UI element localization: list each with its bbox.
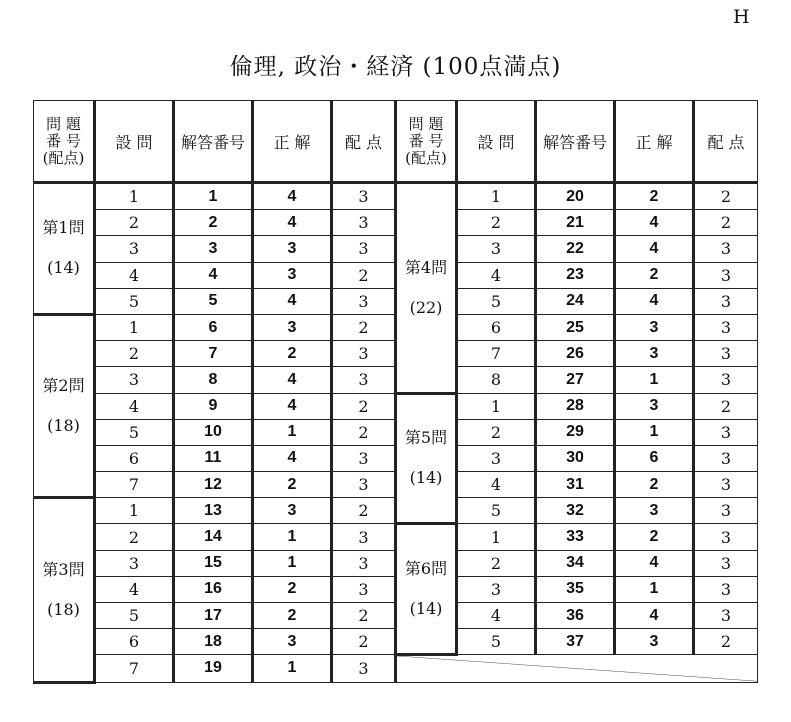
answer-number: 27 bbox=[536, 367, 615, 393]
correct-answer: 3 bbox=[253, 236, 332, 262]
header-mondai bbox=[396, 101, 457, 183]
correct-answer: 2 bbox=[253, 341, 332, 367]
answer-number: 1 bbox=[174, 183, 253, 210]
question-number: 第4問 bbox=[404, 257, 448, 277]
correct-answer: 6 bbox=[615, 445, 694, 471]
answer-number: 21 bbox=[536, 210, 615, 236]
sub-question: 3 bbox=[457, 236, 536, 262]
sub-question: 6 bbox=[95, 445, 174, 471]
points: 3 bbox=[694, 314, 758, 340]
question-label-cell bbox=[34, 183, 95, 315]
sub-question: 5 bbox=[95, 288, 174, 314]
table-row bbox=[34, 524, 758, 550]
sub-question: 7 bbox=[457, 341, 536, 367]
question-points: (14) bbox=[47, 258, 80, 278]
header-mondai-line2: 番 号 bbox=[408, 131, 444, 150]
question-number: 第2問 bbox=[42, 376, 85, 396]
correct-answer: 4 bbox=[253, 367, 332, 393]
correct-answer: 4 bbox=[253, 210, 332, 236]
header-haiten: 配 点 bbox=[694, 101, 758, 183]
points: 3 bbox=[332, 445, 396, 471]
header-row bbox=[34, 101, 758, 183]
correct-answer: 1 bbox=[253, 550, 332, 576]
answer-number: 34 bbox=[536, 550, 615, 576]
question-label-cell bbox=[34, 498, 95, 682]
answer-number: 33 bbox=[536, 524, 615, 550]
answer-number: 28 bbox=[536, 393, 615, 419]
sub-question: 1 bbox=[95, 498, 174, 524]
answer-number: 2 bbox=[174, 210, 253, 236]
sub-question: 7 bbox=[95, 655, 174, 682]
sub-question: 7 bbox=[95, 472, 174, 498]
question-number: 第6問 bbox=[404, 559, 448, 579]
correct-answer: 3 bbox=[615, 341, 694, 367]
correct-answer: 4 bbox=[615, 550, 694, 576]
answer-number: 31 bbox=[536, 472, 615, 498]
sub-question: 3 bbox=[95, 550, 174, 576]
correct-answer: 4 bbox=[253, 445, 332, 471]
answer-number: 17 bbox=[174, 603, 253, 629]
correct-answer: 3 bbox=[253, 314, 332, 340]
sub-question: 4 bbox=[95, 393, 174, 419]
version-mark: H bbox=[733, 6, 750, 28]
correct-answer: 1 bbox=[253, 524, 332, 550]
correct-answer: 2 bbox=[615, 524, 694, 550]
points: 2 bbox=[332, 603, 396, 629]
points: 3 bbox=[694, 262, 758, 288]
answer-number: 18 bbox=[174, 629, 253, 655]
sub-question: 6 bbox=[95, 629, 174, 655]
points: 3 bbox=[694, 341, 758, 367]
question-label-cell bbox=[396, 393, 457, 524]
points: 3 bbox=[694, 419, 758, 445]
sub-question: 2 bbox=[457, 550, 536, 576]
points: 3 bbox=[694, 445, 758, 471]
points: 3 bbox=[332, 472, 396, 498]
correct-answer: 4 bbox=[253, 288, 332, 314]
answer-number: 36 bbox=[536, 603, 615, 629]
points: 3 bbox=[332, 576, 396, 602]
sub-question: 1 bbox=[457, 393, 536, 419]
correct-answer: 3 bbox=[253, 262, 332, 288]
sub-question: 5 bbox=[457, 629, 536, 655]
points: 3 bbox=[694, 288, 758, 314]
points: 3 bbox=[694, 367, 758, 393]
answer-number: 13 bbox=[174, 498, 253, 524]
question-number: 第5問 bbox=[404, 428, 448, 448]
points: 3 bbox=[332, 367, 396, 393]
correct-answer: 1 bbox=[615, 419, 694, 445]
sub-question: 3 bbox=[457, 445, 536, 471]
points: 2 bbox=[694, 393, 758, 419]
sub-question: 1 bbox=[457, 524, 536, 550]
correct-answer: 4 bbox=[253, 183, 332, 210]
answer-number: 25 bbox=[536, 314, 615, 340]
answer-number: 12 bbox=[174, 472, 253, 498]
points: 2 bbox=[332, 262, 396, 288]
answer-number: 10 bbox=[174, 419, 253, 445]
header-mondai bbox=[34, 101, 95, 183]
answer-number: 24 bbox=[536, 288, 615, 314]
correct-answer: 1 bbox=[615, 367, 694, 393]
answer-number: 6 bbox=[174, 314, 253, 340]
correct-answer: 3 bbox=[615, 629, 694, 655]
answer-number: 7 bbox=[174, 341, 253, 367]
answer-number: 3 bbox=[174, 236, 253, 262]
sub-question: 3 bbox=[95, 367, 174, 393]
sub-question: 1 bbox=[95, 314, 174, 340]
sub-question: 3 bbox=[457, 576, 536, 602]
sub-question: 1 bbox=[457, 183, 536, 210]
sub-question: 2 bbox=[457, 210, 536, 236]
question-number: 第1問 bbox=[42, 218, 85, 238]
points: 3 bbox=[332, 288, 396, 314]
points: 3 bbox=[332, 550, 396, 576]
sub-question: 5 bbox=[457, 288, 536, 314]
answer-number: 8 bbox=[174, 367, 253, 393]
points: 3 bbox=[332, 236, 396, 262]
correct-answer: 1 bbox=[615, 576, 694, 602]
answer-number: 37 bbox=[536, 629, 615, 655]
correct-answer: 1 bbox=[253, 655, 332, 682]
sub-question: 4 bbox=[457, 472, 536, 498]
answer-number: 19 bbox=[174, 655, 253, 682]
answer-number: 20 bbox=[536, 183, 615, 210]
question-points: (14) bbox=[409, 599, 443, 619]
sub-question: 2 bbox=[95, 341, 174, 367]
sub-question: 5 bbox=[457, 498, 536, 524]
correct-answer: 3 bbox=[615, 314, 694, 340]
points: 3 bbox=[694, 236, 758, 262]
answer-number: 29 bbox=[536, 419, 615, 445]
question-number: 第3問 bbox=[42, 559, 85, 579]
points: 3 bbox=[332, 524, 396, 550]
correct-answer: 4 bbox=[615, 603, 694, 629]
header-seikai: 正 解 bbox=[615, 101, 694, 183]
header-kaito-bango: 解答番号 bbox=[536, 101, 615, 183]
sub-question: 4 bbox=[95, 576, 174, 602]
points: 3 bbox=[694, 576, 758, 602]
header-seikai: 正 解 bbox=[253, 101, 332, 183]
points: 3 bbox=[694, 524, 758, 550]
sub-question: 4 bbox=[457, 603, 536, 629]
question-label-cell bbox=[34, 314, 95, 497]
sub-question: 3 bbox=[95, 236, 174, 262]
correct-answer: 3 bbox=[253, 498, 332, 524]
header-haiten: 配 点 bbox=[332, 101, 396, 183]
question-points: (18) bbox=[47, 416, 80, 436]
answer-number: 16 bbox=[174, 576, 253, 602]
header-kaito-bango: 解答番号 bbox=[174, 101, 253, 183]
correct-answer: 2 bbox=[615, 262, 694, 288]
points: 3 bbox=[332, 655, 396, 682]
points: 2 bbox=[694, 183, 758, 210]
points: 3 bbox=[694, 603, 758, 629]
points: 3 bbox=[694, 472, 758, 498]
answer-number: 30 bbox=[536, 445, 615, 471]
sub-question: 4 bbox=[95, 262, 174, 288]
answer-number: 32 bbox=[536, 498, 615, 524]
correct-answer: 4 bbox=[615, 288, 694, 314]
header-mondai-line1: 問 題 bbox=[408, 114, 444, 133]
sub-question: 8 bbox=[457, 367, 536, 393]
points: 3 bbox=[332, 183, 396, 210]
correct-answer: 3 bbox=[615, 393, 694, 419]
correct-answer: 4 bbox=[615, 210, 694, 236]
question-points: (18) bbox=[47, 599, 80, 619]
answer-table bbox=[33, 100, 758, 684]
header-setsumon: 設 問 bbox=[457, 101, 536, 183]
correct-answer: 2 bbox=[253, 603, 332, 629]
points: 2 bbox=[332, 393, 396, 419]
answer-number: 11 bbox=[174, 445, 253, 471]
points: 3 bbox=[332, 210, 396, 236]
page-title: 倫理, 政治・経済 (100点満点) bbox=[229, 54, 562, 80]
header-mondai-line3: (配点) bbox=[42, 148, 85, 167]
answer-number: 14 bbox=[174, 524, 253, 550]
correct-answer: 4 bbox=[253, 393, 332, 419]
answer-number: 9 bbox=[174, 393, 253, 419]
answer-number: 5 bbox=[174, 288, 253, 314]
sub-question: 5 bbox=[95, 419, 174, 445]
table-row bbox=[34, 655, 758, 682]
points: 2 bbox=[332, 629, 396, 655]
header-mondai-line2: 番 号 bbox=[46, 131, 81, 150]
correct-answer: 2 bbox=[615, 183, 694, 210]
header-mondai-line1: 問 題 bbox=[46, 114, 81, 133]
correct-answer: 2 bbox=[253, 576, 332, 602]
sub-question: 4 bbox=[457, 262, 536, 288]
correct-answer: 1 bbox=[253, 419, 332, 445]
header-setsumon: 設 問 bbox=[95, 101, 174, 183]
correct-answer: 2 bbox=[615, 472, 694, 498]
sub-question: 2 bbox=[95, 210, 174, 236]
points: 2 bbox=[332, 498, 396, 524]
answer-number: 15 bbox=[174, 550, 253, 576]
points: 3 bbox=[332, 341, 396, 367]
points: 2 bbox=[332, 419, 396, 445]
correct-answer: 2 bbox=[253, 472, 332, 498]
sub-question: 1 bbox=[95, 183, 174, 210]
correct-answer: 4 bbox=[615, 236, 694, 262]
table-row bbox=[34, 183, 758, 210]
question-points: (22) bbox=[409, 297, 443, 317]
answer-number: 4 bbox=[174, 262, 253, 288]
table-row bbox=[34, 393, 758, 419]
answer-number: 23 bbox=[536, 262, 615, 288]
points: 2 bbox=[694, 629, 758, 655]
sub-question: 2 bbox=[457, 419, 536, 445]
empty-cell-slash bbox=[396, 655, 758, 682]
sub-question: 5 bbox=[95, 603, 174, 629]
question-label-cell bbox=[396, 524, 457, 655]
points: 3 bbox=[694, 550, 758, 576]
answer-number: 26 bbox=[536, 341, 615, 367]
header-mondai-line3: (配点) bbox=[405, 148, 447, 167]
points: 2 bbox=[694, 210, 758, 236]
correct-answer: 3 bbox=[253, 629, 332, 655]
answer-number: 35 bbox=[536, 576, 615, 602]
question-points: (14) bbox=[409, 468, 443, 488]
answer-number: 22 bbox=[536, 236, 615, 262]
question-label-cell bbox=[396, 183, 457, 394]
sub-question: 6 bbox=[457, 314, 536, 340]
points: 2 bbox=[332, 314, 396, 340]
sub-question: 2 bbox=[95, 524, 174, 550]
correct-answer: 3 bbox=[615, 498, 694, 524]
points: 3 bbox=[694, 498, 758, 524]
diagonal-line bbox=[397, 656, 757, 681]
